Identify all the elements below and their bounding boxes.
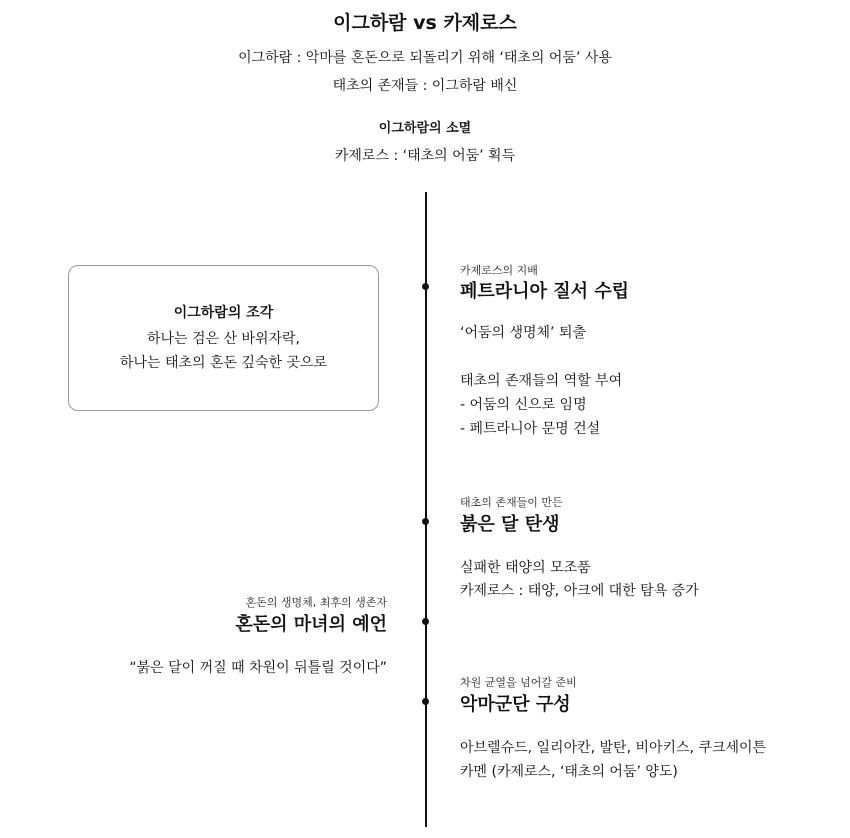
event-text: 카제로스 : 태양, 아크에 대한 탐욕 증가 — [460, 583, 699, 599]
card-title: 이그하람의 조각 — [173, 305, 274, 321]
timeline-dot — [422, 618, 429, 625]
timeline-dot — [422, 283, 429, 290]
event-caption: 카제로스의 지배 — [460, 264, 538, 277]
card-text: 하나는 검은 산 바위자락, — [146, 331, 301, 347]
event-text: 카멘 (카제로스, ‘태초의 어둠’ 양도) — [460, 764, 678, 780]
event-text: - 페트라니아 문명 건설 — [460, 421, 601, 437]
page-title: 이그하람 vs 카제로스 — [333, 12, 517, 34]
event-text: 아브렐슈드, 일리아칸, 발탄, 비아키스, 쿠크세이튼 — [460, 740, 767, 756]
summary-line: 카제로스 : ‘태초의 어둠’ 획득 — [334, 148, 516, 164]
event-caption: 태초의 존재들이 만든 — [460, 496, 563, 509]
timeline-dot — [422, 518, 429, 525]
event-caption: 차원 균열을 넘어갈 준비 — [460, 676, 577, 689]
summary-line: 태초의 존재들 : 이그하람 배신 — [332, 78, 518, 94]
event-heading: 악마군단 구성 — [460, 694, 571, 715]
card-text: 하나는 태초의 혼돈 깊숙한 곳으로 — [119, 355, 328, 371]
event-text: ‘어둠의 생명체’ 퇴출 — [460, 325, 586, 341]
event-text: 태초의 존재들의 역할 부여 — [460, 373, 623, 389]
section-subtitle: 이그하람의 소멸 — [378, 121, 472, 136]
event-text: “붉은 달이 꺼질 때 차원이 뒤틀릴 것이다” — [129, 660, 387, 676]
event-heading: 페트라니아 질서 수립 — [460, 281, 630, 302]
event-heading: 붉은 달 탄생 — [460, 514, 560, 535]
event-heading: 혼돈의 마녀의 예언 — [235, 614, 387, 635]
timeline-dot — [422, 698, 429, 705]
event-text: - 어둠의 신으로 임명 — [460, 397, 587, 413]
event-caption: 혼돈의 생명체, 최후의 생존자 — [245, 596, 387, 609]
summary-line: 이그하람 : 악마를 혼돈으로 되돌리기 위해 ‘태초의 어둠’ 사용 — [238, 50, 612, 66]
event-text: 실패한 태양의 모조품 — [460, 560, 591, 576]
